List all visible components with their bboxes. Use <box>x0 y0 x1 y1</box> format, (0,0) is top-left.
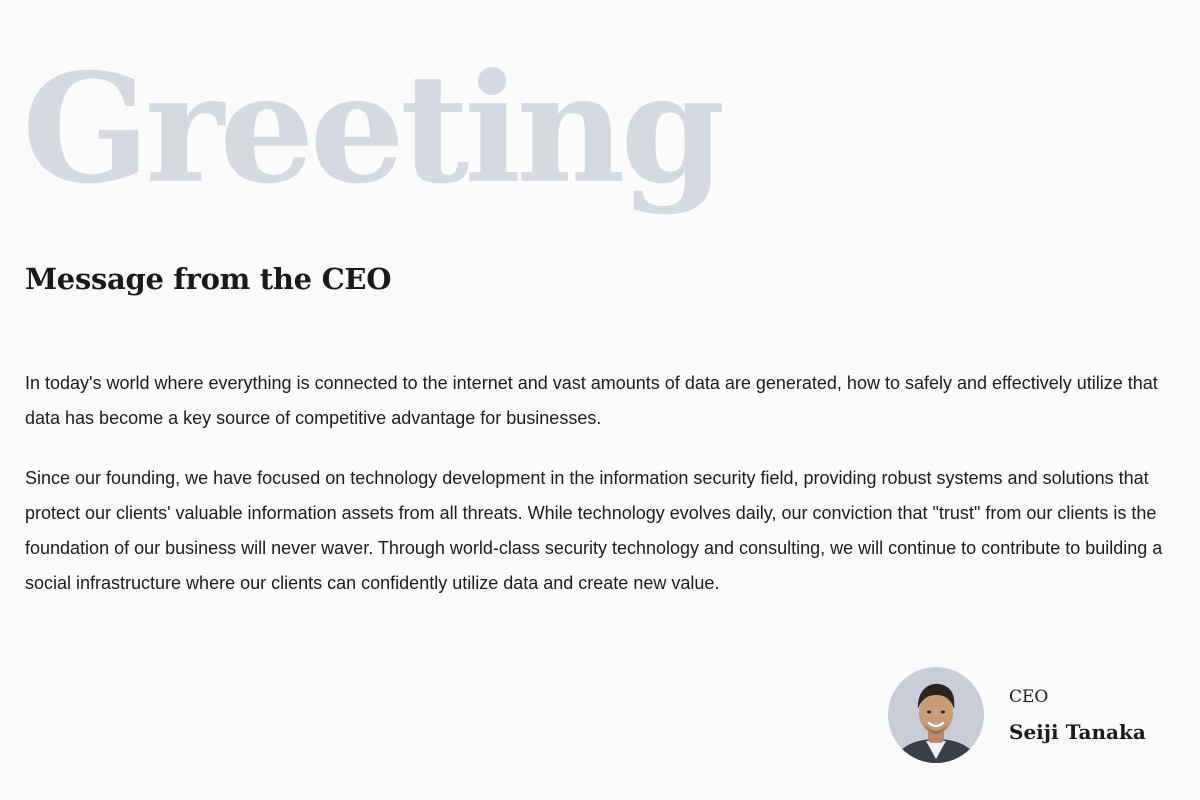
signature-name: Seiji Tanaka <box>1009 720 1146 744</box>
message-body <box>25 366 1180 626</box>
signature-text <box>1009 686 1146 744</box>
page-title: Message from the CEO <box>25 262 392 296</box>
avatar <box>888 667 984 763</box>
ceo-signature <box>888 667 1146 763</box>
signature-role: CEO <box>1009 687 1049 707</box>
ceo-portrait-icon <box>888 667 984 763</box>
message-paragraph-1: In today's world where everything is connected to the internet and vast amounts of data are generated, how to safely and effectively utilize that data has become a key source of competitive advantage for businesses. <box>25 373 1158 428</box>
message-paragraph-2: Since our founding, we have focused on technology development in the information security field, providing robust systems and solutions that protect our clients' valuable information assets from all threats. While technology evolves daily, our conviction that "trust" from our clients is the foundation of our business will never waver. Through world-class security technology and consulting, we will continue to contribute to building a social infrastructure where our clients can confidently utilize data and create new value. <box>25 468 1163 593</box>
hero-greeting-text: Greeting <box>22 41 721 217</box>
